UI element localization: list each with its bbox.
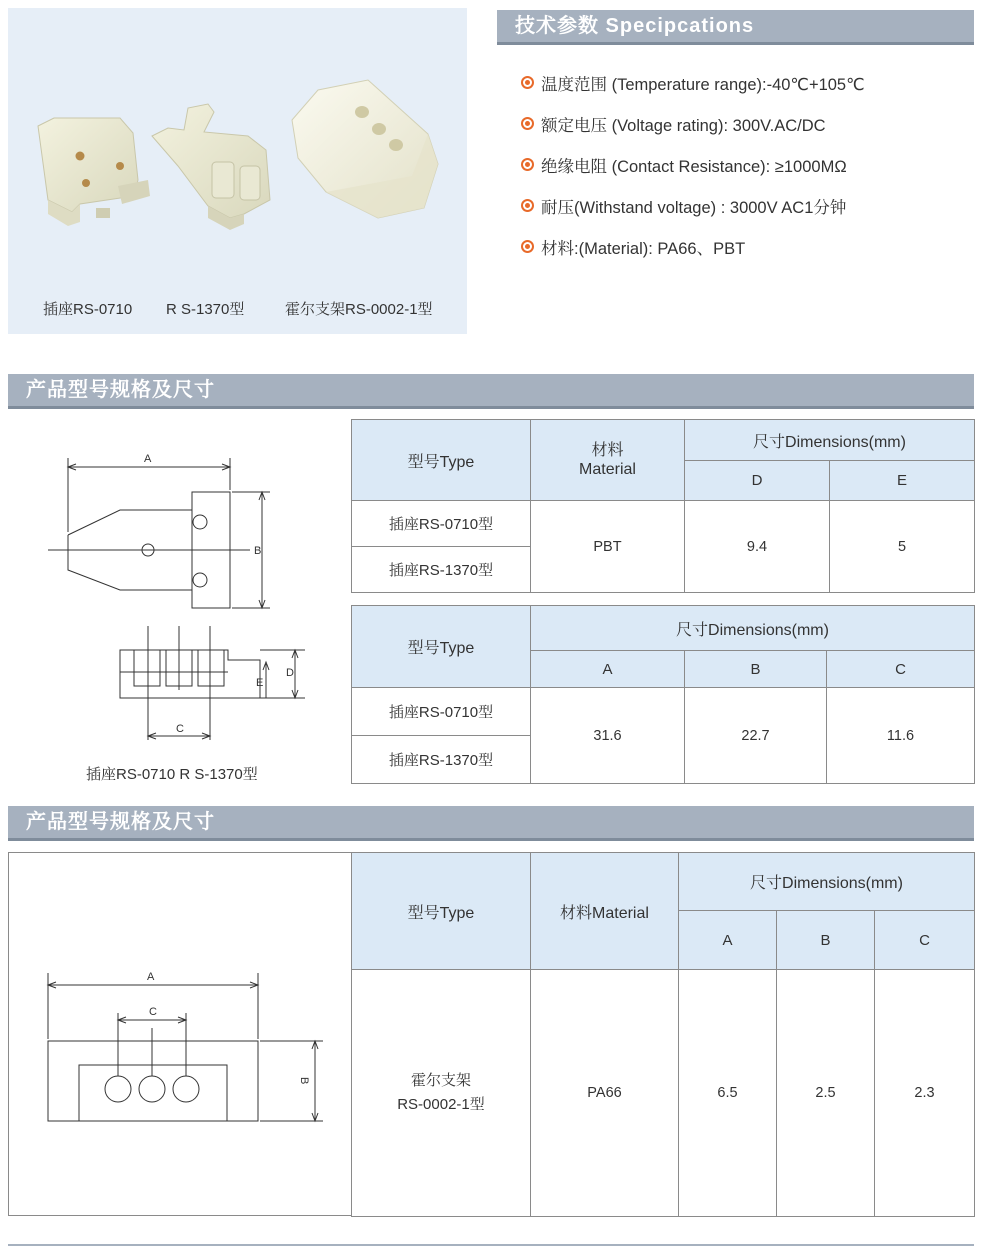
table3-type-header: 型号Type <box>352 853 531 970</box>
part-rs0002-image <box>292 80 438 218</box>
section1-title: 产品型号规格及尺寸 <box>26 379 215 401</box>
section2-drawing <box>9 853 351 1215</box>
table2-type-header: 型号Type <box>352 606 531 688</box>
table2-b-value: 22.7 <box>685 688 827 784</box>
part-rs1370-image <box>152 104 270 230</box>
table3-dims-header: 尺寸Dimensions(mm) <box>679 853 975 911</box>
bullet-icon <box>521 117 534 130</box>
dim-label-c: C <box>176 723 184 735</box>
table1 <box>351 419 975 593</box>
table3-col-b: B <box>777 911 875 970</box>
table1-type-header: 型号Type <box>352 420 531 501</box>
table1-col-d: D <box>685 461 830 501</box>
spec-item-material: 材料:(Material): PA66、PBT <box>521 226 981 267</box>
section2-title-band <box>8 806 974 838</box>
table2-row-type: 插座RS-0710型 <box>352 688 531 736</box>
bullet-icon <box>521 158 534 171</box>
table3 <box>351 852 975 1217</box>
dim-label-e: E <box>256 677 264 689</box>
part-rs0710-image <box>38 118 150 226</box>
section1-drawing <box>20 440 330 760</box>
dim-label-b: B <box>254 545 262 557</box>
table1-e-value: 5 <box>830 501 975 593</box>
dim-label-a: A <box>144 453 152 465</box>
table1-material-header: 材料 Material <box>531 420 685 501</box>
section2-drawing-frame <box>8 852 352 1216</box>
s2-dim-label-c: C <box>149 1006 157 1018</box>
table1-material: PBT <box>531 501 685 593</box>
specs-title: 技术参数 Specipcations <box>515 15 755 37</box>
table3-c-value: 2.3 <box>875 970 975 1217</box>
table3-b-value: 2.5 <box>777 970 875 1217</box>
s2-dim-label-a: A <box>147 971 155 983</box>
bullet-icon <box>521 76 534 89</box>
spec-item-withstand: 耐压(Withstand voltage) : 3000V AC1分钟 <box>521 185 981 226</box>
photo-caption-rs0002: 霍尔支架RS-0002-1型 <box>285 301 433 318</box>
table3-col-c: C <box>875 911 975 970</box>
table2-row-type: 插座RS-1370型 <box>352 736 531 784</box>
table3-material-header: 材料Material <box>531 853 679 970</box>
section1-title-band <box>8 374 974 406</box>
photo-caption-rs0710: 插座RS-0710 <box>43 301 133 318</box>
photo-caption-rs1370: R S-1370型 <box>166 301 245 318</box>
spec-item-resistance: 绝缘电阻 (Contact Resistance): ≥1000MΩ <box>521 144 981 185</box>
spec-item-voltage: 额定电压 (Voltage rating): 300V.AC/DC <box>521 103 981 144</box>
table2-col-c: C <box>827 651 975 688</box>
table2-a-value: 31.6 <box>531 688 685 784</box>
s2-dim-label-b: B <box>298 1077 310 1085</box>
section2-title: 产品型号规格及尺寸 <box>26 811 215 833</box>
table3-col-a: A <box>679 911 777 970</box>
table1-col-e: E <box>830 461 975 501</box>
table2-dims-header: 尺寸Dimensions(mm) <box>531 606 975 651</box>
table1-d-value: 9.4 <box>685 501 830 593</box>
bullet-icon <box>521 240 534 253</box>
table2-c-value: 11.6 <box>827 688 975 784</box>
footer-divider <box>8 1244 974 1246</box>
spec-list <box>521 62 981 267</box>
table3-row-type: 霍尔支架 RS-0002-1型 <box>352 970 531 1217</box>
dim-label-d: D <box>286 667 294 679</box>
product-photo-panel <box>8 8 467 334</box>
table1-dims-header: 尺寸Dimensions(mm) <box>685 420 975 461</box>
table1-row-type: 插座RS-1370型 <box>352 547 531 593</box>
product-photo <box>8 8 467 334</box>
table2-col-a: A <box>531 651 685 688</box>
table2-col-b: B <box>685 651 827 688</box>
bullet-icon <box>521 199 534 212</box>
spec-item-temperature: 温度范围 (Temperature range):-40℃+105℃ <box>521 62 981 103</box>
table3-a-value: 6.5 <box>679 970 777 1217</box>
table1-row-type: 插座RS-0710型 <box>352 501 531 547</box>
table3-material: PA66 <box>531 970 679 1217</box>
section1-drawing-caption: 插座RS-0710 R S-1370型 <box>86 766 258 783</box>
table2 <box>351 605 975 784</box>
specs-title-band <box>497 10 974 42</box>
